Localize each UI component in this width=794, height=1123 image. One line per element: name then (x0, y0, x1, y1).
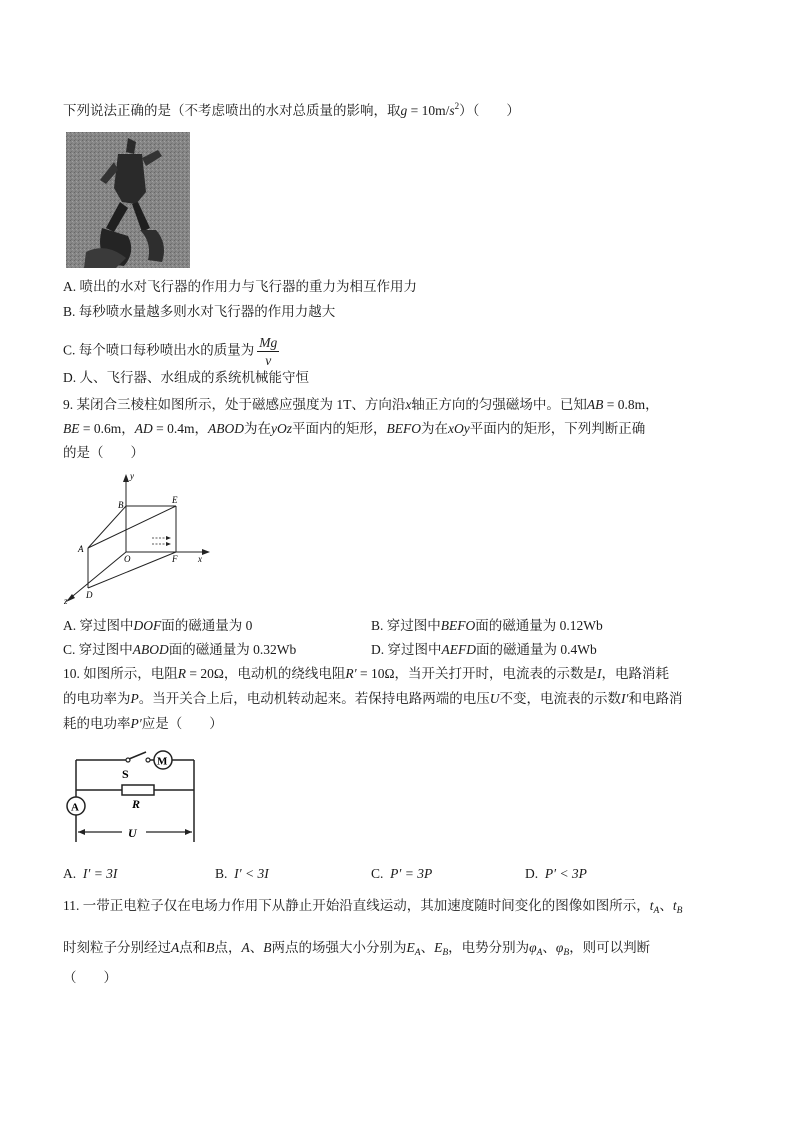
q10-option-d[interactable] (525, 864, 587, 884)
q10-r-prime: R′ (345, 666, 357, 681)
q11-text: ，则可以判断 (569, 940, 651, 955)
edge-d-f (88, 552, 176, 588)
q11-phi: φ (555, 940, 564, 955)
fraction-denominator: v (265, 353, 272, 368)
q9-yoz: yOz (271, 421, 292, 436)
q11-text: 时刻粒子分别经过 (63, 940, 171, 955)
q9-option-d-text: D. 穿过图中 (371, 642, 442, 657)
q9-option-c-face: ABOD (132, 642, 169, 657)
q10-line-2 (63, 689, 682, 709)
q9-text: 为在 (244, 421, 271, 436)
q9-option-c-text: C. 穿过图中 (63, 642, 133, 657)
q10-p-prime: P′ (130, 716, 142, 731)
q8-option-b[interactable]: B. 每秒喷水量越多则水对飞行器的作用力越大 (63, 304, 336, 319)
q11-line-3: （ ） (63, 970, 117, 985)
q9-option-a[interactable] (63, 616, 252, 636)
q8-intro-text: 下列说法正确的是（不考虑喷出的水对总质量的影响，取 (63, 103, 401, 118)
switch-contact (146, 758, 150, 762)
label-y: y (130, 471, 134, 481)
q10-option-b[interactable] (215, 864, 269, 884)
q11-point-b: B (206, 940, 215, 955)
q9-option-b-text: B. 穿过图中 (371, 618, 441, 633)
q9-option-c[interactable] (63, 640, 296, 660)
u-arrow-left-head (78, 829, 85, 835)
q11-text: 两点的场强大小分别为 (271, 940, 407, 955)
q10-option-d-value: P′ < 3P (544, 866, 587, 881)
q10-i-prime: I′ (621, 691, 629, 706)
jetpack-photo (66, 132, 190, 268)
q11-t: t (649, 898, 654, 913)
q11-point-a: A (171, 940, 180, 955)
q9-abod: ABOD (208, 421, 244, 436)
q11-e: E (434, 940, 443, 955)
circuit-diagram (62, 746, 206, 848)
q10-option-c[interactable] (371, 864, 432, 884)
label-f: F (172, 554, 178, 564)
q10-option-a-label: A. (63, 866, 77, 881)
label-b: B (118, 500, 124, 510)
label-d: D (86, 590, 93, 600)
q11-t: t (672, 898, 677, 913)
q11-line-2 (63, 938, 650, 963)
label-a: A (78, 544, 84, 554)
q8-intro-end: ）（ ） (459, 103, 520, 118)
q9-option-b[interactable] (371, 616, 603, 636)
q11-text: 点和 (179, 940, 207, 955)
y-axis-arrow (123, 474, 129, 482)
label-u: U (128, 826, 137, 840)
q9-line-2 (63, 419, 645, 439)
q10-option-b-value: I′ < 3I (234, 866, 269, 881)
q9-line-3: 的是（ ） (63, 445, 144, 460)
q9-text: 9. 某闭合三棱柱如图所示，处于磁感应强度为 1T、方向沿 (63, 397, 406, 412)
q8-unit-s: s (449, 103, 455, 118)
q11-e: E (406, 940, 415, 955)
field-arrow-head (166, 542, 171, 546)
q11-point-a: A (241, 940, 250, 955)
q10-line-3 (63, 714, 223, 734)
label-r: R (132, 797, 141, 811)
q11-text: 点， (214, 940, 242, 955)
label-m: M (157, 755, 168, 768)
q9-text: 平面内的矩形，下列判断正确 (469, 421, 646, 436)
q9-be-value: = 0.6m， (79, 421, 135, 436)
q11-sep: 、 (420, 940, 435, 955)
label-o: O (124, 554, 131, 564)
edge-a-e (88, 506, 176, 548)
q11-line-1 (63, 896, 682, 921)
q10-text: 10. 如图所示，电阻 (63, 666, 178, 681)
q9-ab: AB (586, 397, 604, 412)
q10-option-d-label: D. (525, 866, 539, 881)
q9-option-d-face: AEFD (441, 642, 476, 657)
q8-g-value: = 10m/ (407, 103, 450, 118)
field-arrow-head (166, 536, 171, 540)
q9-be: BE (63, 421, 80, 436)
label-e: E (172, 495, 178, 505)
q9-line-1 (63, 395, 659, 415)
q10-text: = 20Ω，电动机的绕线电阻 (186, 666, 346, 681)
q9-option-d-value: 面的磁通量为 0.4Wb (476, 642, 597, 657)
q10-text: = 10Ω，当开关打开时，电流表的示数是 (356, 666, 598, 681)
q8-intro (63, 96, 520, 121)
q9-option-a-face: DOF (133, 618, 162, 633)
q11-e-sub-a: A (414, 948, 421, 958)
q11-t-sub-b: B (676, 906, 683, 916)
q10-i: I (597, 666, 602, 681)
q10-r: R (177, 666, 186, 681)
q10-text: 和电路消 (628, 691, 683, 706)
q10-option-a-value: I′ = 3I (82, 866, 118, 881)
q9-option-a-text: A. 穿过图中 (63, 618, 134, 633)
q9-ad-value: = 0.4m， (152, 421, 208, 436)
label-x: x (198, 554, 202, 564)
q9-x: x (405, 397, 412, 412)
q10-option-b-label: B. (215, 866, 228, 881)
q11-sep: 、 (659, 898, 673, 913)
q10-text: 不变，电流表的示数 (499, 691, 621, 706)
fraction-mg-over-v (257, 334, 279, 369)
q11-text: ，电势分别为 (448, 940, 530, 955)
q8-option-a[interactable]: A. 喷出的水对飞行器的作用力与飞行器的重力为相互作用力 (63, 279, 417, 294)
label-z: z (64, 596, 68, 606)
q9-option-a-value: 面的磁通量为 0 (161, 618, 253, 633)
switch-blade (129, 752, 146, 759)
q9-ab-value: = 0.8m， (603, 397, 659, 412)
label-s: S (122, 767, 129, 781)
q8-unit-exp: 2 (454, 101, 460, 111)
q8-option-d[interactable]: D. 人、飞行器、水组成的系统机械能守恒 (63, 370, 309, 385)
u-arrow-right-head (185, 829, 192, 835)
q10-line-1 (63, 664, 669, 684)
q10-text: 耗的电功率 (63, 716, 131, 731)
q10-text: ，电路消耗 (601, 666, 670, 681)
q9-option-c-value: 面的磁通量为 0.32Wb (168, 642, 297, 657)
q10-p: P (130, 691, 139, 706)
q11-e-sub-b: B (442, 948, 449, 958)
q9-text: 平面内的矩形， (292, 421, 387, 436)
q9-option-d[interactable] (371, 640, 597, 660)
prism-diagram (60, 466, 220, 610)
q9-option-b-value: 面的磁通量为 0.12Wb (475, 618, 603, 633)
fraction-numerator: Mg (259, 335, 278, 350)
q10-u: U (489, 691, 500, 706)
label-a: A (71, 801, 79, 814)
q11-sep: 、 (542, 940, 556, 955)
q10-text: 。当开关合上后，电动机转动起来。若保持电路两端的电压 (138, 691, 490, 706)
q10-option-a[interactable] (63, 864, 117, 884)
q8-option-c[interactable] (63, 334, 279, 369)
q11-phi: φ (529, 940, 537, 955)
q11-phi-sub-b: B (563, 948, 570, 958)
resistor (122, 785, 154, 795)
q9-ad: AD (134, 421, 153, 436)
q11-t-sub-a: A (653, 906, 660, 916)
q10-text: 应是（ ） (141, 716, 223, 731)
q10-text: 的电功率为 (63, 691, 131, 706)
q11-sep: 、 (249, 940, 264, 955)
q9-xoy: xOy (448, 421, 470, 436)
q9-text: 轴正方向的匀强磁场中。已知 (411, 397, 587, 412)
q11-phi-sub-a: A (536, 948, 543, 958)
q10-option-c-value: P′ = 3P (390, 866, 433, 881)
q8-g-symbol: g (400, 103, 408, 118)
q9-befo: BEFO (386, 421, 421, 436)
x-axis-arrow (202, 549, 210, 555)
q10-option-c-label: C. (371, 866, 384, 881)
q9-text: 为在 (421, 421, 448, 436)
q8-option-c-text: C. 每个喷口每秒喷出水的质量为 (63, 342, 255, 358)
q11-text: 11. 一带正电粒子仅在电场力作用下从静止开始沿直线运动，其加速度随时间变化的图像如图所示， (63, 898, 650, 913)
q11-point-b: B (263, 940, 272, 955)
q9-option-b-face: BEFO (440, 618, 476, 633)
